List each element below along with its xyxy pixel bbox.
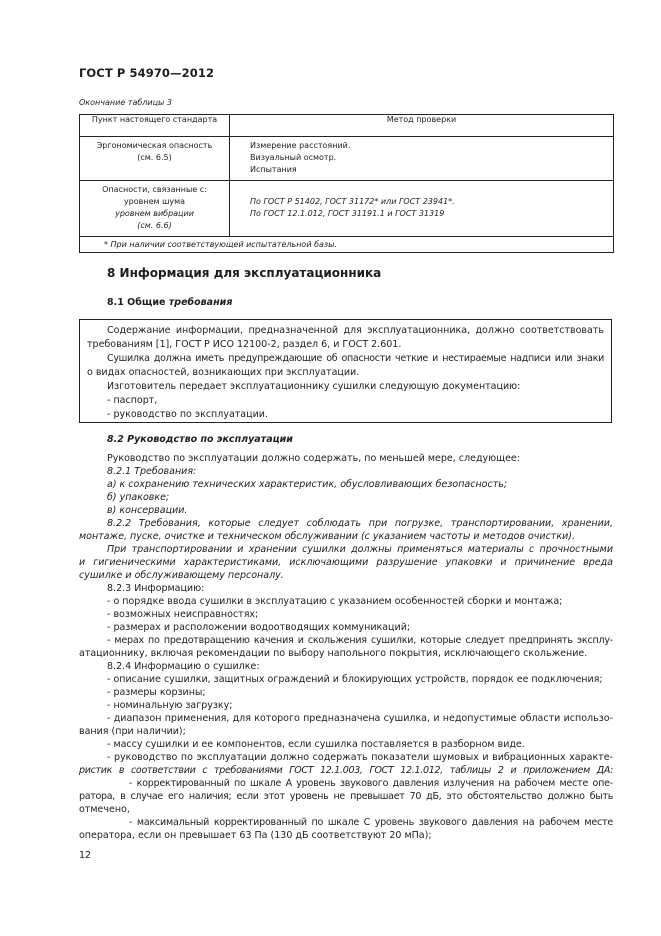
paragraph-line: Содержание информации, предназначенной для эксплуатационника, должно соответствовать [107,325,604,336]
list-item: - диапазон применения, для которого предназначена сушилка, и недопустимые области использо- [107,713,613,724]
paragraph-line: сушилке и обслуживающему персоналу. [79,570,284,581]
paragraph-line: монтаже, пуске, очистке и техническом обслуживании (с указанием частоты и методов очистки). [79,531,575,542]
cell-line: Измерение расстояний. [250,141,351,150]
table-footnote-row [80,237,614,253]
table-row [80,137,614,181]
list-item: - описание сушилки, защитных ограждений и блокирующих устройств, порядок ее подключения; [107,674,603,685]
table-row [80,181,614,237]
paragraph-line: ратора, в случае его наличия; если этот уровень не превышает 70 дБ, это обстоятельство должно быть [79,791,613,802]
cell-line: уровнем вибрации [115,209,194,218]
list-item: - руководство по эксплуатации должно содержать показатели шумовых и вибрационных характе- [107,752,613,763]
paragraph-line: требованиям [1], ГОСТ Р ИСО 12100-2, раздел 6, и ГОСТ 2.601. [87,339,402,350]
paragraph-line: 8.2.3 Информацию: [107,583,205,594]
paragraph-line: и гигиеническими характеристиками, исключающими разрушение упаковки и причинение вреда [79,557,613,568]
paragraph-line: Сушилка должна иметь предупреждающие об опасности четкие и нестираемые надписи или знаки [107,353,604,364]
paragraph-line: При транспортировании и хранении сушилки должны применяться материалы с прочностными [107,544,613,555]
cell-line: (см. 6.6) [137,221,172,230]
paragraph-line: отмечено, [79,804,130,815]
list-item: - руководство по эксплуатации. [107,409,268,420]
table-header-row [80,115,614,137]
list-item: в) консервации. [107,505,188,516]
list-item: б) упаковке; [107,492,170,503]
cell-line: Эргономическая опасность [96,141,213,150]
paragraph-line: о видах опасностей, возникающих при эксплуатации. [87,367,360,378]
cell-line: уровнем шума [123,197,186,206]
list-item: а) к сохранению технических характеристик, обусловливающих безопасность; [107,479,508,490]
list-item: - о порядке ввода сушилки в эксплуатацию с указанием особенностей сборки и монтажа; [107,596,563,607]
cell-line: По ГОСТ Р 51402, ГОСТ 31172* или ГОСТ 23941*. [250,197,455,206]
table-cell [230,137,614,181]
page-number: 12 [79,850,92,861]
section-8-2-heading: 8.2 Руководство по эксплуатации [107,434,293,445]
list-item: - массу сушилки и ее компонентов, если сушилка поставляется в разборном виде. [107,739,525,750]
section-8-heading: 8 Информация для эксплуатационника [107,266,382,280]
cell-line: Испытания [250,165,297,174]
verification-table [79,114,614,253]
table-caption: Окончание таблицы 3 [79,98,172,107]
paragraph-line: атационнику, включая рекомендации по выбору напольного покрытия, исключающего скольжение. [79,648,588,659]
paragraph-line: 8.2.1 Требования: [107,466,197,477]
paragraph-line: оператора, если он превышает 63 Па (130 дБ соответствуют 20 мПа); [79,830,432,841]
cell-line: По ГОСТ 12.1.012, ГОСТ 31191.1 и ГОСТ 31319 [250,209,445,218]
document-header: ГОСТ Р 54970—2012 [79,66,215,80]
paragraph-line: 8.2.4 Информацию о сушилке: [107,661,260,672]
list-item: - номинальную загрузку; [107,700,233,711]
cell-line: Визуальный осмотр. [250,153,337,162]
paragraph-line: ристик в соответствии с требованиями ГОСТ 12.1.003, ГОСТ 12.1.012, таблицы 2 и приложением ДА: [79,765,613,776]
paragraph-line: Руководство по эксплуатации должно содержать, по меньшей мере, следующее: [107,453,520,464]
table-cell [80,181,230,237]
cell-line: (см. 6.5) [137,153,172,162]
paragraph-line: 8.2.2 Требования, которые следует соблюдать при погрузке, транспортировании, хранении, [107,518,613,529]
section-title: требования [168,297,233,308]
cell-line: Опасности, связанные с: [102,185,207,194]
list-item: - возможных неисправностях; [107,609,259,620]
section-8-1-heading [107,297,232,308]
list-item: - паспорт, [107,395,158,406]
paragraph-line: вания (при наличии); [79,726,186,737]
list-item: - максимальный корректированный по шкале С уровень звукового давления на рабочем месте [129,817,613,828]
table-cell [80,137,230,181]
section-number: 8.1 Общие [107,297,169,308]
list-item: - размеры корзины; [107,687,206,698]
paragraph-line: Изготовитель передает эксплуатационнику сушилки следующую документацию: [107,381,521,392]
column-header-method: Метод проверки [230,115,614,137]
table-footnote: * При наличии соответствующей испытательной базы. [80,237,614,253]
list-item: - размерах и расположении водоотводящих коммуникаций; [107,622,411,633]
column-header-clause: Пункт настоящего стандарта [80,115,230,137]
list-item: - мерах по предотвращению качения и скольжения сушилки, которые следует предпринять эксплу- [107,635,613,646]
table-cell [230,181,614,237]
list-item: - корректированный по шкале А уровень звукового давления излучения на рабочем месте опе- [129,778,613,789]
